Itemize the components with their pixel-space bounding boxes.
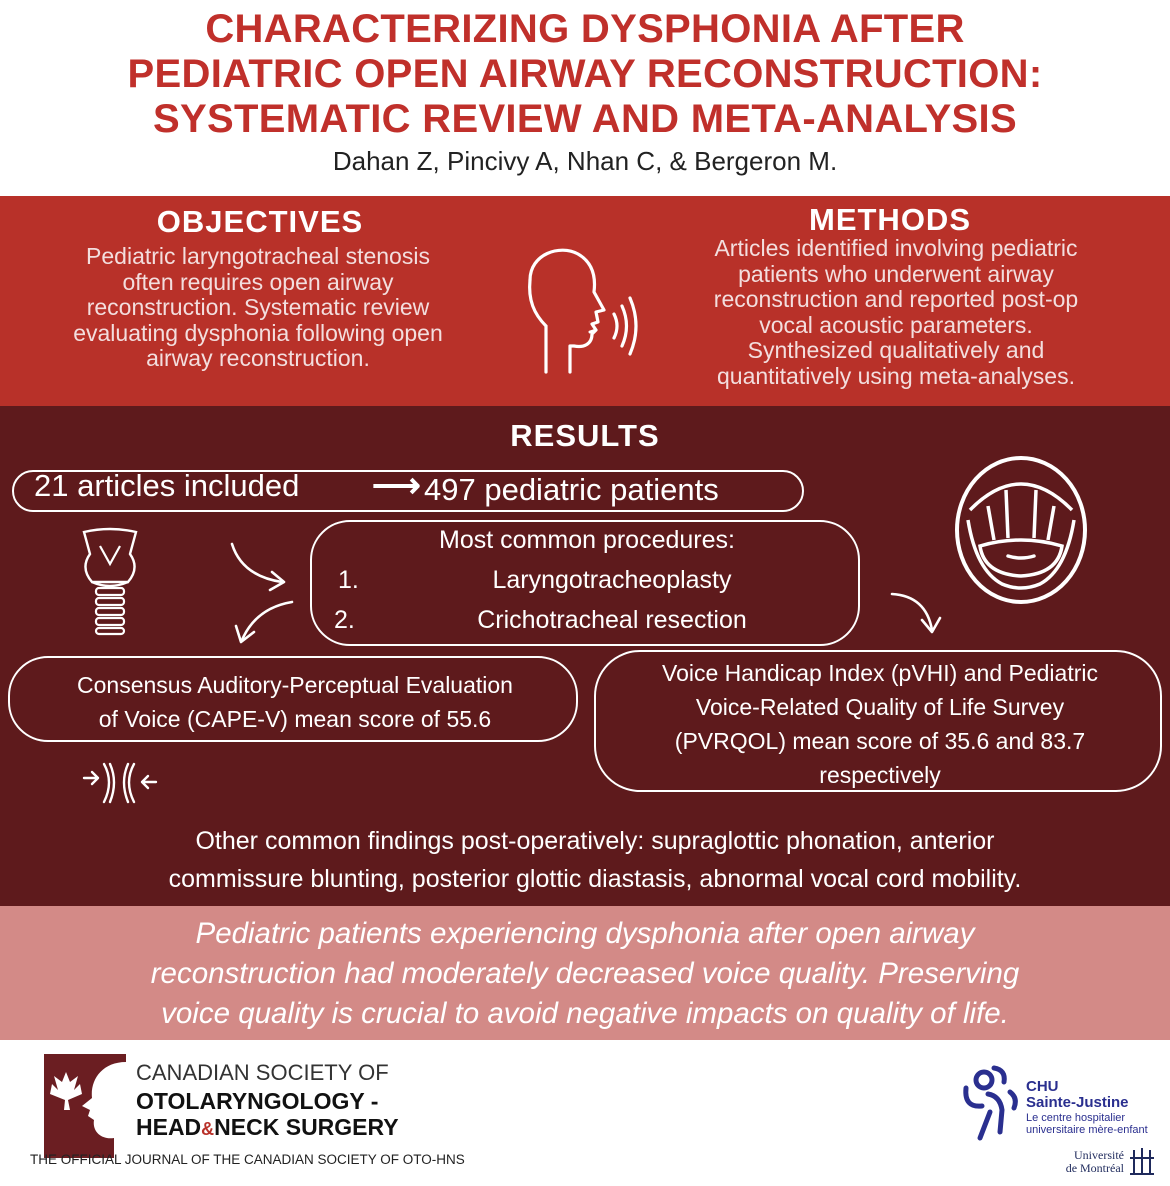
objectives-line: Pediatric laryngotracheal stenosis <box>86 243 430 269</box>
conclusion-line: Pediatric patients experiencing dysphonia after open airway <box>195 917 975 950</box>
header <box>0 0 1170 196</box>
curved-arrow-down-left-icon <box>226 596 306 652</box>
articles-pill <box>12 467 804 512</box>
methods-line: quantitatively using meta-analyses. <box>717 362 1075 389</box>
chu-name1: CHU <box>1026 1078 1059 1095</box>
objectives-line: reconstruction. Systematic review <box>86 294 430 320</box>
patients-count: 497 pediatric patients <box>424 472 719 507</box>
chu-tagline1: Le centre hospitalier <box>1026 1112 1126 1124</box>
methods-line: vocal acoustic parameters. <box>759 311 1033 338</box>
pvhi-line: respectively <box>819 762 941 788</box>
capev-line: of Voice (CAPE-V) mean score of 55.6 <box>98 706 492 732</box>
articles-count: 21 articles included <box>34 468 300 503</box>
title-line-2: PEDIATRIC OPEN AIRWAY RECONSTRUCTION: <box>127 52 1043 96</box>
footer <box>0 1040 1170 1186</box>
objectives-line: evaluating dysphonia following open <box>73 319 443 346</box>
udem-logo <box>1128 1146 1156 1176</box>
methods-line: patients who underwent airway <box>738 260 1054 287</box>
capev-text <box>10 668 580 736</box>
other-findings-line: Other common findings post-operatively: supraglottic phonation, anterior <box>195 827 995 855</box>
chu-name2: Sainte-Justine <box>1026 1094 1129 1111</box>
procedures-title: Most common procedures: <box>439 526 735 554</box>
capev-line: Consensus Auditory-Perceptual Evaluation <box>77 672 513 698</box>
airway-icon <box>946 450 1096 610</box>
udem-line1: Université <box>1074 1148 1124 1162</box>
objectives-heading: OBJECTIVES <box>156 204 364 239</box>
procedures-box <box>310 520 860 646</box>
authors: Dahan Z, Pincivy A, Nhan C, & Bergeron M. <box>332 146 838 176</box>
society-head: HEAD <box>136 1114 202 1140</box>
conclusion-band <box>0 906 1170 1040</box>
pvhi-box <box>594 650 1162 792</box>
results-section <box>0 406 1170 906</box>
methods-line: Synthesized qualitatively and <box>747 337 1045 363</box>
pvhi-text <box>596 656 1164 792</box>
methods-line: Articles identified involving pediatric <box>714 235 1078 261</box>
chu-logo <box>960 1062 1024 1146</box>
chu-tagline2: universitaire mère-enfant <box>1026 1124 1148 1136</box>
title-line-3: SYSTEMATIC REVIEW AND META-ANALYSIS <box>153 97 1017 141</box>
procedure-number: 2. <box>334 606 355 634</box>
title-line-1: CHARACTERIZING DYSPHONIA AFTER <box>205 7 965 51</box>
pvhi-line: Voice Handicap Index (pVHI) and Pediatric <box>662 660 1098 686</box>
society-neck: NECK SURGERY <box>214 1114 399 1140</box>
society-name-line3 <box>136 1114 399 1141</box>
udem-line2: de Montréal <box>1065 1161 1124 1175</box>
pvhi-line: (PVRQOL) mean score of 35.6 and 83.7 <box>674 728 1086 754</box>
methods-heading: METHODS <box>809 202 971 237</box>
procedure-number: 1. <box>338 566 359 594</box>
other-findings <box>0 822 1170 898</box>
conclusion-line: voice quality is crucial to avoid negative impacts on quality of life. <box>161 997 1009 1030</box>
other-findings-line: commissure blunting, posterior glottic diastasis, abnormal vocal cord mobility. <box>168 865 1022 893</box>
vocal-cords-icon <box>80 760 160 806</box>
society-name-line2: OTOLARYNGOLOGY - <box>136 1088 379 1114</box>
journal-tagline: THE OFFICIAL JOURNAL OF THE CANADIAN SOCIETY OF OTO-HNS <box>30 1152 465 1167</box>
society-name-line1: CANADIAN SOCIETY OF <box>136 1060 389 1085</box>
procedure-item: Crichotracheal resection <box>477 606 747 634</box>
society-amp: & <box>201 1119 215 1139</box>
procedure-item: Laryngotracheoplasty <box>492 566 732 594</box>
right-arrow-icon: ⟶ <box>372 467 421 505</box>
results-heading: RESULTS <box>510 418 660 453</box>
objectives-line: often requires open airway <box>122 268 394 295</box>
objectives-methods-band <box>0 196 1170 406</box>
objectives-text <box>8 244 508 372</box>
methods-line: reconstruction and reported post-op <box>713 286 1079 312</box>
society-logo <box>44 1054 126 1158</box>
objectives-line: airway reconstruction. <box>146 345 370 371</box>
capev-box <box>8 656 578 742</box>
pvhi-line: Voice-Related Quality of Life Survey <box>695 694 1065 720</box>
speaking-head-icon <box>500 240 650 380</box>
larynx-icon <box>70 524 150 636</box>
curved-arrow-right-icon <box>222 536 302 596</box>
methods-text <box>646 236 1146 389</box>
conclusion-text <box>0 914 1170 1034</box>
conclusion-line: reconstruction had moderately decreased voice quality. Preserving <box>150 957 1020 990</box>
